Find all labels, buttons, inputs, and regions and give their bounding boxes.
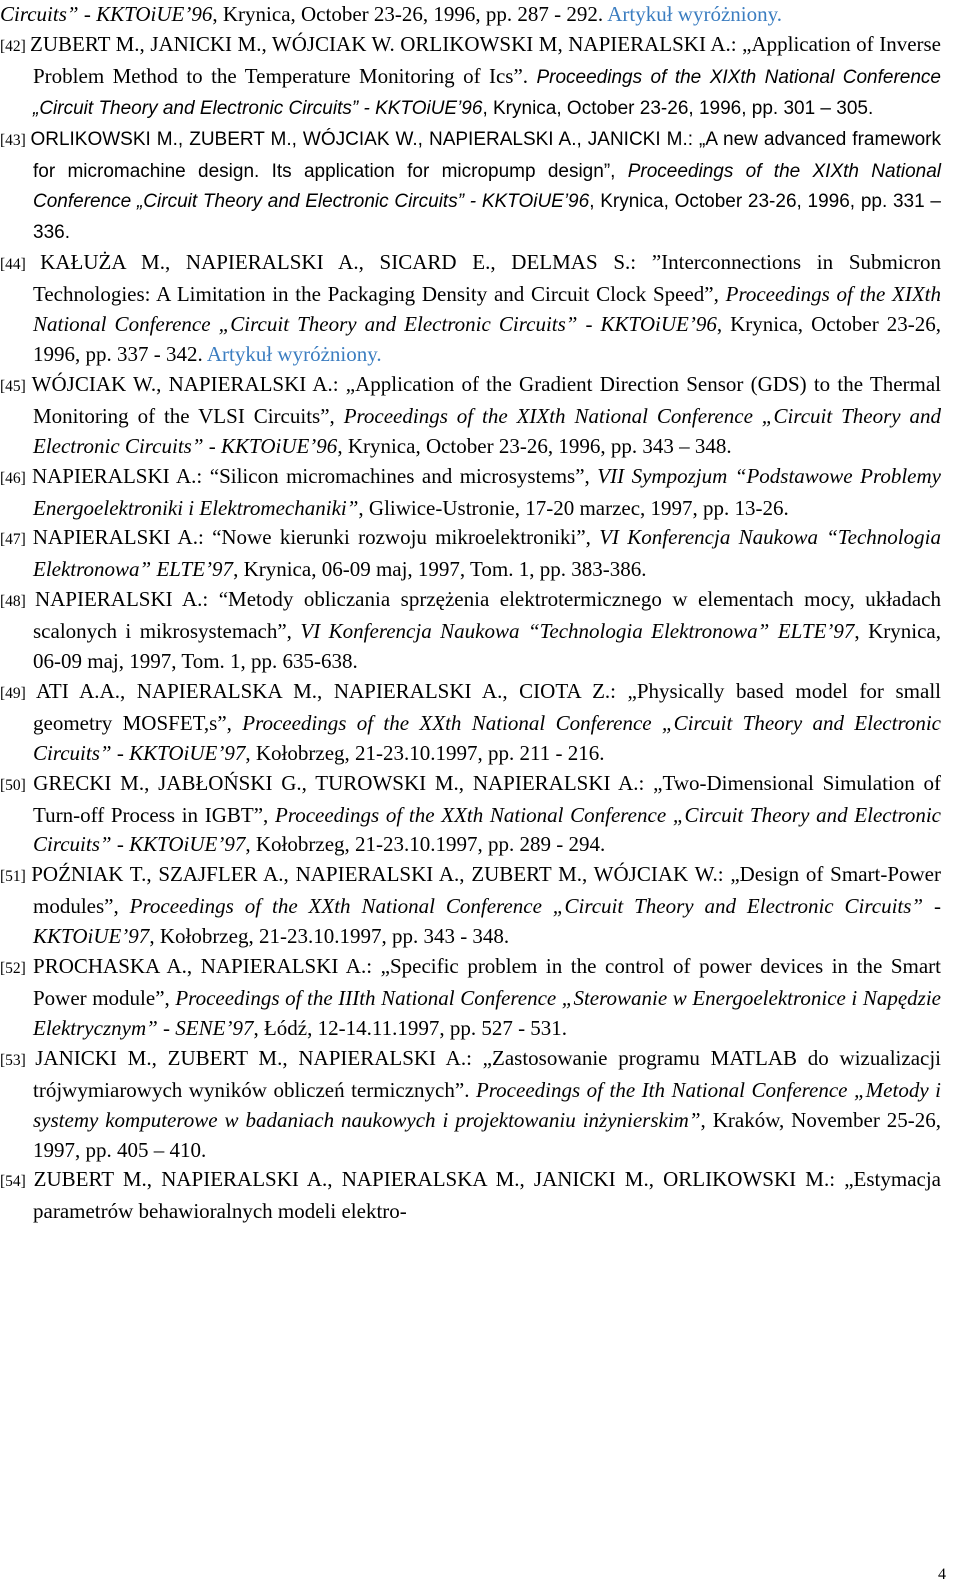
reference-source: Proceedings of the XXth National Conference „Circuit Theory and Electronic Circuits” - KKTOiUE’97 <box>33 894 942 949</box>
reference-text: ZUBERT M., NAPIERALSKI A., NAPIERALSKA M., JANICKI M., ORLIKOWSKI M.: „Estymacja parametrów behawioralnych modeli elektro- <box>33 1167 942 1224</box>
reference-text: ZUBERT M., JANICKI M., WÓJCIAK W. ORLIKOWSKI M, NAPIERALSKI A.: „Application of Inverse Problem Method to the Temperature Monitoring of Ics”. <box>30 31 942 88</box>
highlight-note: Artykuł wyróżniony. <box>206 341 382 366</box>
reference-number: [52] <box>0 960 34 978</box>
reference-source: Proceedings of the XXth National Conference „Circuit Theory and Electronic Circuits” - KKTOiUE’97 <box>33 710 941 765</box>
reference-text: POŹNIAK T., SZAJFLER A., NAPIERALSKI A., ZUBERT M., WÓJCIAK W.: „Design of Smart-Power modules”, <box>31 862 941 919</box>
reference-source: VII Sympozjum “Podstawowe Problemy Energoelektroniki i Elektromechaniki” <box>33 463 941 520</box>
reference-source: VI Konferencja Naukowa “Technologia Elektronowa” ELTE’97 <box>33 525 941 582</box>
highlight-note: Artykuł wyróżniony. <box>607 2 783 26</box>
reference-source: Proceedings of the XIXth National Conference „Circuit Theory and Electronic Circuits” - KKTOiUE’96 <box>33 160 941 213</box>
reference-text: , Gliwice-Ustronie, 17-20 marzec, 1997, pp. 13-26. <box>358 495 789 520</box>
reference-text: ORLIKOWSKI M., ZUBERT M., WÓJCIAK W., NAPIERALSKI A., JANICKI M.: „A new advanced framework for micromachine design. Its application for micropump design”, <box>30 128 941 182</box>
reference-number: [54] <box>0 1173 34 1191</box>
reference-text: , Kołobrzeg, 21-23.10.1997, pp. 289 - 294. <box>245 832 606 857</box>
reference-text: NAPIERALSKI A.: “Nowe kierunki rozwoju mikroelektroniki”, <box>32 525 600 550</box>
ref-47 <box>0 523 941 585</box>
reference-text: , Krynica, October 23-26, 1996, pp. 337 - 342. <box>33 312 941 366</box>
reference-text: JANICKI M., ZUBERT M., NAPIERALSKI A.: „Zastosowanie programu MATLAB do wizualizacji trójwymiarowych wyników obliczeń termicznych”. <box>33 1045 942 1102</box>
reference-number: [50] <box>0 776 34 794</box>
reference-number: [44] <box>0 256 41 274</box>
ref-49 <box>0 677 941 769</box>
reference-source: Proceedings of the XXth National Conference „Circuit Theory and Electronic Circuits” - KKTOiUE’97 <box>33 802 941 857</box>
ref-44 <box>0 248 941 370</box>
ref-54 <box>0 1165 941 1227</box>
reference-text: , Krynica, October 23-26, 1996, pp. 343 – 348. <box>337 433 732 458</box>
reference-source: Proceedings of the IIIth National Conference „Sterowanie w Energoelektronice i Napędzie Elektrycznym” - SENE’97 <box>33 986 941 1040</box>
reference-number: [43] <box>0 131 31 149</box>
reference-text: KAŁUŻA M., NAPIERALSKI A., SICARD E., DELMAS S.: ”Interconnections in Submicron Technologies: A Limitation in the Packaging Density and Circuit Clock Speed”, <box>33 250 942 307</box>
ref-51 <box>0 860 941 952</box>
ref-50 <box>0 769 941 861</box>
reference-number: [48] <box>0 593 35 611</box>
reference-source: Proceedings of the XIXth National Conference „Circuit Theory and Electronic Circuits” - KKTOiUE’96 <box>33 66 941 119</box>
reference-text: , Krynica, 06-09 maj, 1997, Tom. 1, pp. 635-638. <box>33 619 941 674</box>
ref-46 <box>0 462 941 524</box>
ref-42 <box>0 30 941 124</box>
page-number: 4 <box>938 1566 946 1583</box>
ref-52 <box>0 952 941 1044</box>
reference-number: [51] <box>0 868 32 886</box>
reference-text: , Łódź, 12-14.11.1997, pp. 527 - 531. <box>253 1015 568 1040</box>
reference-text: GRECKI M., JABŁOŃSKI G., TUROWSKI M., NAPIERALSKI A.: „Two-Dimensional Simulation of Turn-off Process in IGBT”, <box>33 770 942 827</box>
reference-source: VI Konferencja Naukowa “Technologia Elektronowa” ELTE’97 <box>300 619 855 644</box>
reference-text: ATI A.A., NAPIERALSKA M., NAPIERALSKI A., CIOTA Z.: „Physically based model for small geometry MOSFET,s”, <box>33 678 942 735</box>
reference-source: Proceedings of the Ith National Conference „Metody i systemy komputerowe w badaniach naukowych i projektowaniu inżynierskim” <box>33 1077 941 1132</box>
reference-text: , Krynica, October 23-26, 1996, pp. 331 – 336. <box>33 191 941 244</box>
ref-48 <box>0 585 941 677</box>
ref-41-tail <box>0 0 941 30</box>
reference-text: , Krynica, 06-09 maj, 1997, Tom. 1, pp. 383-386. <box>233 557 647 582</box>
reference-text: , Kraków, November 25-26, 1997, pp. 405 – 410. <box>33 1107 941 1162</box>
reference-number: [53] <box>0 1051 36 1069</box>
reference-text: , Krynica, October 23-26, 1996, pp. 287 - 292. <box>212 2 608 26</box>
reference-text: , Krynica, October 23-26, 1996, pp. 301 – 305. <box>482 97 874 119</box>
reference-number: [42] <box>0 37 31 55</box>
reference-text: , Kołobrzeg, 21-23.10.1997, pp. 211 - 216. <box>245 740 605 765</box>
reference-number: [47] <box>0 531 33 549</box>
reference-source: Proceedings of the XIXth National Conference „Circuit Theory and Electronic Circuits” - KKTOiUE’96 <box>33 403 941 458</box>
reference-text: NAPIERALSKI A.: “Metody obliczania sprzężenia elektrotermicznego w elementach mocy, układach scalonych i mikrosystemach”, <box>33 587 941 644</box>
ref-45 <box>0 370 941 462</box>
ref-43 <box>0 124 941 249</box>
reference-number: [46] <box>0 469 32 487</box>
reference-number: [49] <box>0 684 37 702</box>
ref-53 <box>0 1044 941 1166</box>
reference-source: Proceedings of the XIXth National Conference „Circuit Theory and Electronic Circuits” - KKTOiUE’96 <box>33 282 942 337</box>
reference-number: [45] <box>0 377 32 395</box>
reference-text: WÓJCIAK W., NAPIERALSKI A.: „Application of the Gradient Direction Sensor (GDS) to the Thermal Monitoring of the VLSI Circuits”, <box>31 371 941 428</box>
reference-text: NAPIERALSKI A.: “Silicon micromachines and microsystems”, <box>31 463 598 488</box>
reference-text: PROCHASKA A., NAPIERALSKI A.: „Specific problem in the control of power devices in the Smart Power module”, <box>33 954 942 1010</box>
reference-source: Circuits” - KKTOiUE’96 <box>0 2 213 26</box>
reference-text: , Kołobrzeg, 21-23.10.1997, pp. 343 - 348. <box>149 924 510 949</box>
